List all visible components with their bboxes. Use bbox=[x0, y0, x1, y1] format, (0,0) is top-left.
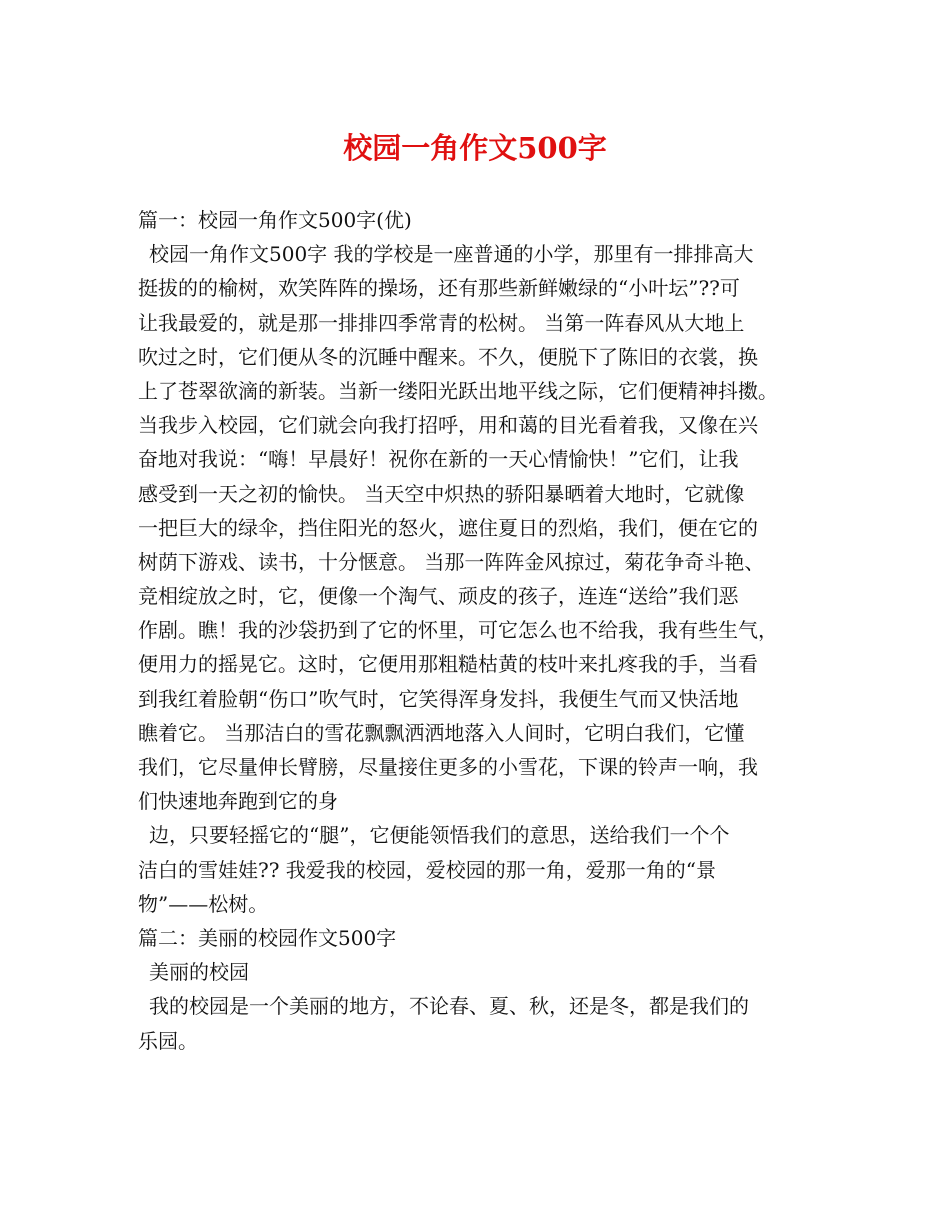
text-line: 当我步入校园，它们就会向我打招呼，用和蔼的目光看着我，又像在兴 bbox=[138, 413, 758, 438]
text-line: 物”——松树。 bbox=[138, 891, 269, 916]
section-heading-1: 篇一：校园一角作文500字(优) bbox=[138, 208, 412, 232]
text-line: 树荫下游戏、读书，十分惬意。 当那一阵阵金风掠过，菊花争奇斗艳、 bbox=[138, 549, 765, 574]
text-line: 到我红着脸朝“伤口”吹气时，它笑得浑身发抖，我便生气而又快活地 bbox=[138, 686, 739, 711]
text-line: 我们，它尽量伸长臂膀，尽量接住更多的小雪花，下课的铃声一响，我 bbox=[138, 755, 758, 779]
document-body bbox=[138, 203, 823, 1058]
text-line: 上了苍翠欲滴的新装。当新一缕阳光跃出地平线之际，它们便精神抖擞。 bbox=[138, 378, 778, 403]
text-line: 让我最爱的，就是那一排排四季常青的松树。 当第一阵春风从大地上 bbox=[138, 310, 745, 335]
text-line: 乐园。 bbox=[138, 1028, 198, 1053]
text-line: 一把巨大的绿伞，挡住阳光的怒火，遮住夏日的烈焰，我们，便在它的 bbox=[138, 515, 758, 540]
document-title: 校园一角作文500字 bbox=[343, 131, 607, 165]
text-line: 边，只要轻摇它的“腿”，它便能领悟我们的意思，送给我们一个个 bbox=[149, 823, 730, 848]
text-line: 感受到一天之初的愉快。 当天空中炽热的骄阳暴晒着大地时，它就像 bbox=[138, 481, 745, 506]
text-line: 挺拔的的榆树，欢笑阵阵的操场，还有那些新鲜嫩绿的“小叶坛”??可 bbox=[138, 276, 740, 301]
text-line: 洁白的雪娃娃?? 我爱我的校园，爱校园的那一角，爱那一角的“景 bbox=[138, 857, 717, 882]
text-line: 瞧着它。 当那洁白的雪花飘飘洒洒地落入人间时，它明白我们，它懂 bbox=[138, 720, 745, 745]
sub-heading: 美丽的校园 bbox=[149, 960, 249, 985]
text-line: 们快速地奔跑到它的身 bbox=[138, 789, 338, 814]
text-line: 奋地对我说：“嗨！早晨好！祝你在新的一天心情愉快！”它们，让我 bbox=[138, 447, 739, 472]
section-heading-2: 篇二：美丽的校园作文500字 bbox=[138, 925, 397, 950]
text-line: 吹过之时，它们便从冬的沉睡中醒来。不久，便脱下了陈旧的衣裳，换 bbox=[138, 344, 758, 369]
text-line: 校园一角作文500字 我的学校是一座普通的小学，那里有一排排高大 bbox=[149, 242, 754, 267]
text-line: 我的校园是一个美丽的地方，不论春、夏、秋，还是冬，都是我们的 bbox=[149, 994, 749, 1019]
text-line: 竞相绽放之时，它，便像一个淘气、顽皮的孩子，连连“送给”我们恶 bbox=[138, 584, 739, 609]
text-line: 作剧。瞧！我的沙袋扔到了它的怀里，可它怎么也不给我，我有些生气， bbox=[138, 618, 778, 643]
text-line: 便用力的摇晃它。这时，它便用那粗糙枯黄的枝叶来扎疼我的手，当看 bbox=[138, 652, 758, 677]
